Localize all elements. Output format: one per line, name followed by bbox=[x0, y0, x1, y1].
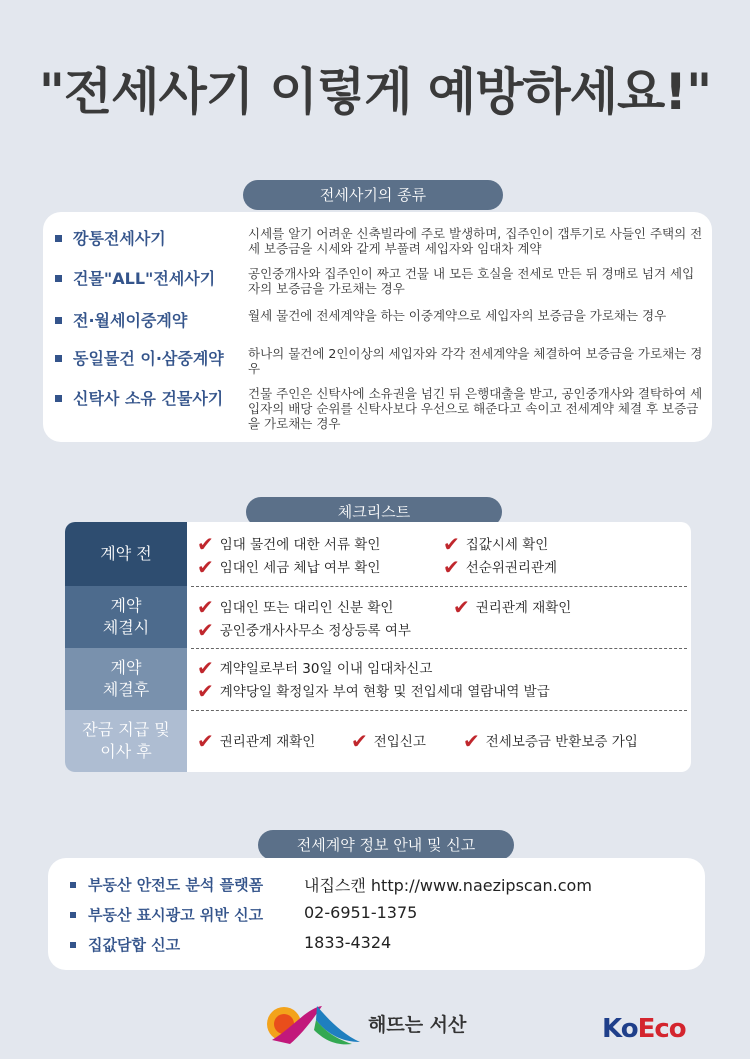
bullet-icon bbox=[55, 275, 62, 282]
type-name: 전·월세이중계약 bbox=[73, 311, 188, 330]
type-desc: 하나의 물건에 2인이상의 세입자와 각각 전세계약을 체결하여 보증금을 가로채는 경우 bbox=[248, 346, 703, 376]
check-icon: ✔ bbox=[197, 729, 214, 753]
types-card bbox=[43, 212, 712, 442]
stage-after-move-in bbox=[65, 710, 187, 772]
koeco-logo-ko: Ko bbox=[602, 1014, 638, 1044]
check-item bbox=[197, 595, 393, 619]
types-heading: 전세사기의 종류 bbox=[243, 180, 503, 210]
type-desc: 시세를 알기 어려운 신축빌라에 주로 발생하며, 집주인이 갭투기로 사들인 주택의 전세 보증금을 시세와 같게 부풀려 세입자와 임대차 계약 bbox=[248, 226, 703, 256]
divider bbox=[191, 586, 687, 587]
check-icon: ✔ bbox=[197, 618, 214, 642]
check-item bbox=[463, 729, 638, 753]
type-desc: 월세 물건에 전세계약을 하는 이중계약으로 세입자의 보증금을 가로채는 경우 bbox=[248, 308, 667, 323]
bullet-icon bbox=[55, 395, 62, 402]
type-name: 깡통전세사기 bbox=[73, 229, 166, 248]
type-name: 동일물건 이·삼중계약 bbox=[73, 349, 224, 368]
seosan-logo-text: 해뜨는 서산 bbox=[368, 1014, 467, 1036]
check-item bbox=[197, 679, 550, 703]
check-text: 임대인 또는 대리인 신분 확인 bbox=[219, 600, 394, 616]
stage-label: 계약 bbox=[110, 658, 142, 677]
checklist-card bbox=[65, 522, 691, 772]
check-item bbox=[197, 532, 380, 556]
stage-label: 체결시 bbox=[102, 618, 150, 637]
check-icon: ✔ bbox=[453, 595, 470, 619]
seosan-logo-icon bbox=[262, 998, 362, 1048]
bullet-icon bbox=[55, 317, 62, 324]
info-link[interactable]: 내집스캔 http://www.naezipscan.com bbox=[304, 876, 592, 895]
check-text: 집값시세 확인 bbox=[465, 537, 549, 553]
check-text: 임대인 세금 체납 여부 확인 bbox=[219, 560, 381, 576]
bullet-icon bbox=[55, 235, 62, 242]
check-item bbox=[443, 532, 548, 556]
check-icon: ✔ bbox=[443, 555, 460, 579]
check-icon: ✔ bbox=[197, 679, 214, 703]
type-name: 신탁사 소유 건물사기 bbox=[73, 389, 224, 408]
bullet-icon bbox=[70, 912, 76, 918]
check-item bbox=[197, 729, 315, 753]
info-heading: 전세계약 정보 안내 및 신고 bbox=[258, 830, 514, 860]
check-text: 권리관계 재확인 bbox=[219, 734, 316, 750]
bullet-icon bbox=[70, 882, 76, 888]
koeco-logo bbox=[602, 1014, 686, 1044]
check-icon: ✔ bbox=[197, 532, 214, 556]
type-name: 건물"ALL"전세사기 bbox=[73, 269, 216, 288]
check-icon: ✔ bbox=[443, 532, 460, 556]
check-text: 전입신고 bbox=[373, 734, 426, 750]
check-item bbox=[443, 555, 557, 579]
check-text: 임대 물건에 대한 서류 확인 bbox=[219, 537, 381, 553]
koeco-logo-eco: Eco bbox=[637, 1014, 686, 1044]
check-item bbox=[351, 729, 426, 753]
info-label: 집값담합 신고 bbox=[88, 936, 181, 954]
bullet-icon bbox=[70, 942, 76, 948]
check-icon: ✔ bbox=[351, 729, 368, 753]
page-title: "전세사기 이렇게 예방하세요!" bbox=[38, 63, 712, 121]
stage-before-contract bbox=[65, 522, 187, 586]
type-desc: 건물 주인은 신탁사에 소유권을 넘긴 뒤 은행대출을 받고, 공인중개사와 결탁하여 세입자의 배당 순위를 신탁사보다 우선으로 해준다고 속이고 전세계약 체결 후 보증금을 가로채는 경우 bbox=[248, 386, 703, 431]
stage-after-signing bbox=[65, 648, 187, 710]
check-item bbox=[197, 656, 432, 680]
type-desc: 공인중개사와 집주인이 짜고 건물 내 모든 호실을 전세로 만든 뒤 경매로 넘겨 세입자의 보증금을 가로채는 경우 bbox=[248, 266, 695, 296]
divider bbox=[191, 710, 687, 711]
check-icon: ✔ bbox=[197, 555, 214, 579]
stage-label: 이사 후 bbox=[100, 742, 152, 761]
stage-label: 계약 전 bbox=[100, 544, 152, 563]
stage-at-signing bbox=[65, 586, 187, 648]
info-label: 부동산 안전도 분석 플랫폼 bbox=[88, 876, 264, 894]
info-phone: 1833-4324 bbox=[304, 933, 392, 952]
checklist-heading: 체크리스트 bbox=[246, 497, 502, 527]
check-icon: ✔ bbox=[463, 729, 480, 753]
divider bbox=[191, 648, 687, 649]
check-text: 선순위권리관계 bbox=[465, 560, 558, 576]
check-icon: ✔ bbox=[197, 656, 214, 680]
check-icon: ✔ bbox=[197, 595, 214, 619]
check-text: 공인중개사사무소 정상등록 여부 bbox=[219, 623, 411, 639]
stage-label: 계약 bbox=[110, 596, 142, 615]
check-text: 계약일로부터 30일 이내 임대차신고 bbox=[219, 661, 433, 677]
info-phone: 02-6951-1375 bbox=[304, 903, 418, 922]
check-item bbox=[197, 555, 380, 579]
check-text: 권리관계 재확인 bbox=[475, 600, 572, 616]
check-item bbox=[453, 595, 571, 619]
stage-label: 잔금 지급 및 bbox=[82, 720, 170, 739]
info-card bbox=[48, 858, 705, 970]
stage-label: 체결후 bbox=[102, 680, 150, 699]
check-item bbox=[197, 618, 411, 642]
bullet-icon bbox=[55, 355, 62, 362]
check-text: 계약당일 확정일자 부여 현황 및 전입세대 열람내역 발급 bbox=[219, 684, 550, 700]
info-label: 부동산 표시광고 위반 신고 bbox=[88, 906, 264, 924]
check-text: 전세보증금 반환보증 가입 bbox=[485, 734, 638, 750]
